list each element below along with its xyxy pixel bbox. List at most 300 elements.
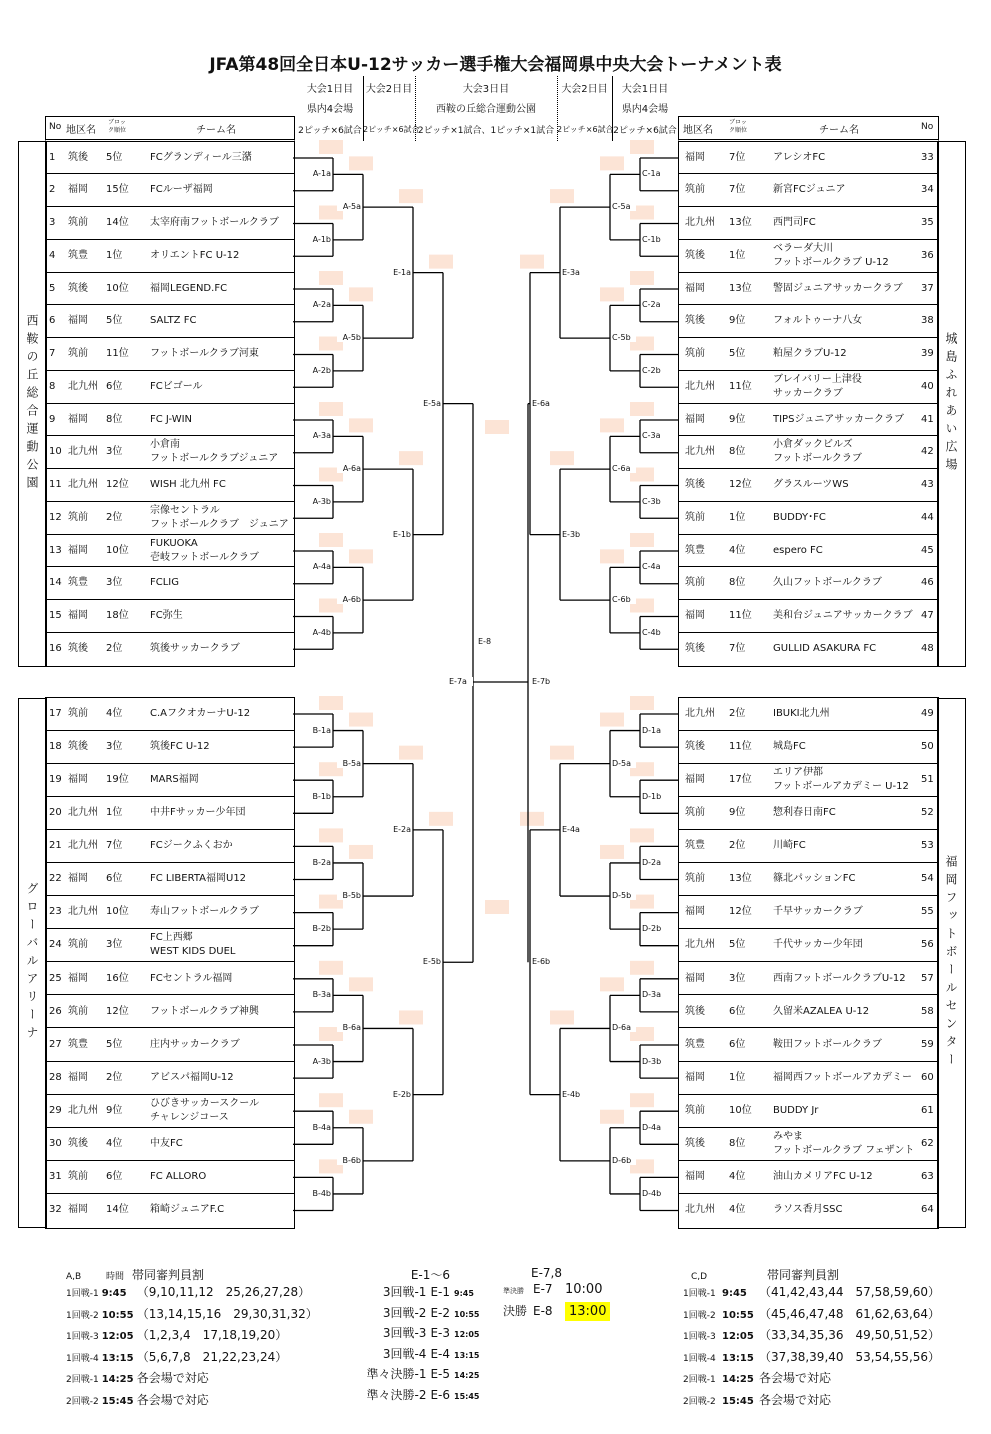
match-label: D-2b — [642, 924, 666, 933]
team-name: FCビゴール — [150, 380, 203, 392]
score-box — [349, 549, 373, 563]
team-region: 福岡 — [68, 184, 88, 196]
match-label: B-4a — [307, 1123, 331, 1132]
team-rank: 4位 — [729, 1171, 746, 1183]
match-label: C-3b — [642, 497, 666, 506]
match-label: B-1b — [307, 792, 331, 801]
team-name: GULLID ASAKURA FC — [773, 642, 877, 654]
round-label: 準々決勝-2 — [366, 1387, 427, 1402]
team-no: 47 — [921, 610, 934, 622]
time: 15:45 — [101, 1395, 134, 1407]
team-no: 51 — [921, 773, 934, 785]
team-name: FC弥生 — [150, 610, 183, 622]
team-no: 64 — [921, 1204, 934, 1216]
score-box — [349, 156, 373, 170]
team-no: 9 — [49, 413, 56, 425]
team-rank: 9位 — [729, 807, 746, 819]
referee-assignment: （5,6,7,8 21,22,23,24） — [136, 1349, 288, 1364]
team-name: 箱崎ジュニアF.C — [150, 1204, 225, 1216]
team-name: 久山フットボールクラブ — [773, 577, 882, 589]
team-no: 43 — [921, 479, 934, 491]
day1-format: 2ピッチ×6試合 — [298, 126, 362, 136]
team-no: 63 — [921, 1171, 934, 1183]
team-rank: 5位 — [106, 1038, 123, 1050]
team-rank: 7位 — [729, 151, 746, 163]
match-label: D-4a — [642, 1123, 666, 1132]
team-region: 北九州 — [68, 380, 98, 392]
match-id: E-6 — [430, 1387, 450, 1402]
team-name: 筑後FC U-12 — [150, 740, 210, 752]
match-label: B-1a — [307, 726, 331, 735]
col-region: 地区名 — [683, 125, 713, 136]
time: 13:15 — [454, 1350, 480, 1360]
schedule-row — [683, 1348, 940, 1370]
schedule-row — [340, 1386, 480, 1407]
team-name: FCLIG — [150, 577, 180, 589]
team-name: 油山カメリアFC U-12 — [773, 1171, 873, 1183]
team-no: 15 — [49, 610, 62, 622]
team-name: 宗像セントラル フットボールクラブ ジュニア — [150, 504, 289, 530]
team-region: 筑後 — [685, 1138, 705, 1150]
referee-assignment: （13,14,15,16 29,30,31,32） — [136, 1306, 318, 1321]
venue-label: 西鞍の丘総合運動公園 — [25, 314, 39, 494]
team-name: BUDDY･FC — [773, 511, 826, 523]
round-label: 1回戦-1 — [683, 1289, 716, 1299]
team-no: 57 — [921, 972, 934, 984]
team-no: 42 — [921, 446, 934, 458]
team-no: 45 — [921, 544, 934, 556]
venue-label: グローバルアリーナ — [25, 882, 39, 1044]
team-region: 筑前 — [68, 707, 88, 719]
time-head: 時間 — [106, 1272, 125, 1282]
team-name: 福岡LEGEND.FC — [150, 282, 228, 294]
team-no: 17 — [49, 707, 62, 719]
team-no: 13 — [49, 544, 62, 556]
time: 12:05 — [722, 1331, 754, 1342]
match-label: E-3a — [562, 268, 586, 277]
round-label: 1回戦-2 — [683, 1310, 716, 1321]
team-no: 61 — [921, 1104, 934, 1116]
team-name: 川崎FC — [773, 840, 806, 852]
score-box — [600, 287, 624, 301]
team-region: 福岡 — [68, 972, 88, 984]
team-region: 福岡 — [685, 151, 705, 163]
match-label: B-3a — [307, 990, 331, 999]
team-region: 筑前 — [685, 348, 705, 360]
team-rank: 17位 — [729, 773, 752, 785]
time: 9:45 — [101, 1288, 127, 1299]
match-label: C-4a — [642, 562, 666, 571]
team-name: BUDDY Jr — [773, 1104, 819, 1116]
round-label: 2回戦-2 — [66, 1396, 99, 1407]
team-region: 北九州 — [68, 807, 98, 819]
team-name: IBUKI北九州 — [773, 707, 830, 719]
team-rank: 5位 — [106, 315, 123, 327]
team-region: 福岡 — [68, 413, 88, 425]
team-rank: 10位 — [106, 544, 129, 556]
team-name: 太宰府南フットボールクラブ — [150, 217, 279, 229]
score-box — [319, 961, 343, 975]
team-region: 筑前 — [685, 184, 705, 196]
team-no: 36 — [921, 249, 934, 261]
team-region: 筑前 — [68, 217, 88, 229]
score-box — [600, 977, 624, 991]
score-box — [550, 1010, 574, 1024]
team-region: 北九州 — [68, 840, 98, 852]
match-label: A-4b — [307, 628, 331, 637]
score-box — [349, 287, 373, 301]
match-label: D-3a — [642, 990, 666, 999]
team-region: 福岡 — [68, 873, 88, 885]
match-label: B-6b — [337, 1156, 361, 1165]
team-region: 筑後 — [68, 642, 88, 654]
round-label: 3回戦-3 — [382, 1326, 427, 1340]
team-rank: 11位 — [106, 348, 129, 360]
referee-assignment: （45,46,47,48 61,62,63,64） — [759, 1306, 941, 1321]
match-id: E-4 — [430, 1346, 450, 1361]
match-label: B-5a — [337, 759, 361, 768]
team-rank: 5位 — [729, 939, 746, 951]
team-rank: 12位 — [729, 479, 752, 491]
match-id: E-2 — [430, 1305, 450, 1320]
col-team: チーム名 — [196, 125, 236, 136]
team-rank: 18位 — [106, 610, 129, 622]
match-label: C-1b — [642, 235, 666, 244]
team-name: アビスパ福岡U-12 — [150, 1071, 234, 1083]
match-label: A-3a — [307, 431, 331, 440]
score-box — [600, 1110, 624, 1124]
referee-assignment: （9,10,11,12 25,26,27,28） — [136, 1285, 311, 1299]
time: 10:55 — [101, 1309, 134, 1321]
time: 9:45 — [454, 1289, 474, 1298]
match-label: C-5a — [612, 202, 636, 211]
match-id: E-5 — [430, 1367, 450, 1381]
score-box — [319, 271, 343, 285]
team-rank: 6位 — [106, 1171, 123, 1183]
schedule-row — [503, 1302, 610, 1322]
team-name: 警固ジュニアサッカークラブ — [773, 282, 903, 294]
team-no: 5 — [49, 282, 56, 294]
team-name: 城島FC — [773, 740, 806, 752]
team-no: 23 — [49, 906, 62, 918]
team-name: FCルーザ福岡 — [150, 184, 213, 196]
match-label: D-2a — [642, 858, 666, 867]
match-label: A-2b — [307, 366, 331, 375]
team-name: FCセントラル福岡 — [150, 972, 233, 984]
score-box — [520, 255, 544, 269]
team-rank: 7位 — [729, 184, 746, 196]
team-no: 33 — [921, 151, 934, 163]
match-label: B-4b — [307, 1189, 331, 1198]
team-no: 21 — [49, 840, 62, 852]
match-label: B-2a — [307, 858, 331, 867]
team-name: グラスルーツWS — [773, 479, 849, 491]
team-region: 筑後 — [685, 740, 705, 752]
score-box — [520, 812, 544, 826]
round-label: 1回戦-1 — [66, 1289, 99, 1299]
team-rank: 12位 — [106, 1005, 129, 1017]
day1-venue: 県内4会場 — [306, 104, 354, 115]
match-label: D-1b — [642, 792, 666, 801]
schedule-row — [683, 1369, 940, 1391]
team-no: 27 — [49, 1038, 62, 1050]
score-box — [319, 696, 343, 710]
team-rank: 4位 — [106, 1138, 123, 1150]
score-box — [600, 549, 624, 563]
team-rank: 16位 — [106, 972, 129, 984]
team-region: 福岡 — [68, 1204, 88, 1216]
match-id: E-3 — [430, 1326, 450, 1340]
match-label: C-3a — [642, 431, 666, 440]
schedule-row — [683, 1283, 940, 1305]
score-box — [550, 451, 574, 465]
match-label: E-6a — [532, 399, 556, 408]
team-region: 筑豊 — [685, 544, 705, 556]
match-label: E-3b — [562, 530, 586, 539]
team-rank: 7位 — [106, 840, 123, 852]
team-rank: 1位 — [729, 511, 746, 523]
score-box — [349, 1110, 373, 1124]
team-region: 福岡 — [685, 1071, 705, 1083]
time: 13:15 — [722, 1352, 754, 1364]
team-region: 筑前 — [685, 873, 705, 885]
team-name: みやま フットボールクラブ フェザント — [773, 1131, 915, 1157]
score-box — [630, 696, 654, 710]
f-head: E-7,8 — [531, 1266, 562, 1280]
match-label: E-2a — [387, 825, 411, 834]
team-no: 55 — [921, 906, 934, 918]
day1-venue-right: 県内4会場 — [621, 104, 669, 115]
col-team: チーム名 — [819, 125, 859, 136]
match-label: C-6a — [612, 464, 636, 473]
team-name: FCジークふくおか — [150, 840, 233, 852]
team-rank: 12位 — [106, 479, 129, 491]
time: 15:45 — [454, 1391, 480, 1401]
team-region: 筑前 — [68, 511, 88, 523]
venue-label: 福岡フットボールセンター — [944, 855, 958, 1071]
schedule-row — [66, 1305, 318, 1327]
team-no: 24 — [49, 939, 62, 951]
team-no: 22 — [49, 873, 62, 885]
referee-assignment: 各会場で対応 — [136, 1371, 209, 1385]
team-rank: 3位 — [729, 972, 746, 984]
match-label: E-5b — [417, 957, 441, 966]
team-name: FC ALLORO — [150, 1171, 207, 1183]
match-label: A-1b — [307, 235, 331, 244]
cd-ref-head: 帯同審判員割 — [767, 1268, 840, 1282]
schedule-row — [503, 1280, 610, 1302]
day2-format-right: 2ピッチ×6試合 — [557, 125, 614, 134]
score-box — [485, 900, 509, 914]
team-no: 34 — [921, 184, 934, 196]
score-box — [399, 746, 423, 760]
team-rank: 10位 — [106, 282, 129, 294]
team-rank: 4位 — [106, 707, 123, 719]
score-box — [319, 533, 343, 547]
team-rank: 2位 — [106, 1071, 123, 1083]
team-rank: 3位 — [106, 939, 123, 951]
team-no: 49 — [921, 707, 934, 719]
team-rank: 4位 — [729, 544, 746, 556]
score-box — [349, 977, 373, 991]
team-no: 30 — [49, 1138, 62, 1150]
score-box — [600, 713, 624, 727]
match-label: A-3b — [307, 497, 331, 506]
team-name: espero FC — [773, 544, 823, 556]
match-label: D-6a — [612, 1023, 636, 1032]
team-region: 福岡 — [68, 315, 88, 327]
col-no: No — [921, 122, 934, 132]
team-no: 53 — [921, 840, 934, 852]
schedule-e — [340, 1266, 480, 1406]
score-box — [630, 828, 654, 842]
round-label: 3回戦-1 — [382, 1285, 427, 1299]
team-rank: 2位 — [729, 840, 746, 852]
col-region: 地区名 — [66, 125, 96, 136]
team-region: 北九州 — [68, 479, 98, 491]
schedule-row — [66, 1348, 318, 1370]
team-region: 福岡 — [685, 282, 705, 294]
team-rank: 3位 — [106, 577, 123, 589]
match-id: E-7 — [533, 1282, 553, 1296]
team-region: 筑豊 — [68, 1038, 88, 1050]
match-label: D-6b — [612, 1156, 636, 1165]
team-region: 北九州 — [68, 906, 98, 918]
round-label: 3回戦-2 — [382, 1305, 427, 1320]
team-rank: 3位 — [106, 740, 123, 752]
round-label: 1回戦-3 — [683, 1332, 716, 1342]
team-no: 56 — [921, 939, 934, 951]
team-name: 千早サッカークラブ — [773, 906, 863, 918]
team-region: 北九州 — [685, 380, 715, 392]
team-rank: 19位 — [106, 773, 129, 785]
team-region: 筑後 — [68, 151, 88, 163]
team-name: 粕屋クラブU-12 — [773, 348, 847, 360]
team-region: 筑後 — [685, 479, 705, 491]
team-no: 62 — [921, 1138, 934, 1150]
referee-assignment: （33,34,35,36 49,50,51,52） — [759, 1328, 941, 1342]
time: 15:45 — [722, 1395, 754, 1407]
team-name: WISH 北九州 FC — [150, 479, 226, 491]
team-name: 久留米AZALEA U-12 — [773, 1005, 870, 1017]
page-title: JFA第48回全日本U-12サッカー選手権大会福岡県中央大会トーナメント表 — [209, 55, 782, 75]
team-name: フットボールクラブ神興 — [150, 1005, 259, 1017]
referee-assignment: （1,2,3,4 17,18,19,20） — [136, 1328, 288, 1342]
team-rank: 8位 — [729, 577, 746, 589]
team-region: 北九州 — [68, 1104, 98, 1116]
team-name: 西門司FC — [773, 217, 816, 229]
time: 10:55 — [722, 1309, 754, 1321]
col-rank: ブロック順位 — [107, 119, 126, 134]
team-no: 26 — [49, 1005, 62, 1017]
schedule-row — [340, 1283, 480, 1304]
score-box — [550, 746, 574, 760]
team-region: 筑前 — [68, 1005, 88, 1017]
team-rank: 14位 — [106, 1204, 129, 1216]
team-region: 筑前 — [68, 939, 88, 951]
schedule-row — [683, 1326, 940, 1348]
schedule-row — [340, 1304, 480, 1325]
score-box — [349, 418, 373, 432]
team-rank: 13位 — [729, 873, 752, 885]
match-label: E-5a — [417, 399, 441, 408]
match-label: A-6a — [337, 464, 361, 473]
score-box — [550, 189, 574, 203]
score-box — [319, 140, 343, 154]
col-rank: ブロック順位 — [728, 119, 747, 134]
score-box — [399, 1010, 423, 1024]
team-rank: 8位 — [106, 413, 123, 425]
match-label: C-6b — [612, 595, 636, 604]
team-name: ひびきサッカースクール チャレンジコース — [150, 1097, 260, 1123]
schedule-ab — [66, 1266, 318, 1412]
match-label: B-6a — [337, 1023, 361, 1032]
team-no: 40 — [921, 380, 934, 392]
score-box — [485, 420, 509, 434]
match-label: A-6b — [337, 595, 361, 604]
team-no: 54 — [921, 873, 934, 885]
team-rank: 2位 — [106, 511, 123, 523]
day3-format: 2ピッチ×1試合、1ピッチ×1試合 — [417, 126, 555, 136]
team-rank: 6位 — [729, 1038, 746, 1050]
round-label: 2回戦-1 — [66, 1375, 99, 1385]
team-no: 20 — [49, 807, 62, 819]
time: 14:25 — [722, 1374, 754, 1385]
team-no: 4 — [49, 249, 56, 261]
team-region: 福岡 — [685, 906, 705, 918]
match-label: A-5b — [337, 333, 361, 342]
match-label: A-5a — [337, 202, 361, 211]
team-no: 6 — [49, 315, 56, 327]
team-name: ブレイバリー上津役 サッカークラブ — [773, 373, 862, 399]
team-region: 筑後 — [685, 315, 705, 327]
team-name: フォルトゥーナ八女 — [773, 315, 863, 327]
team-no: 28 — [49, 1071, 62, 1083]
ref-head: 帯同審判員割 — [132, 1268, 205, 1282]
score-box — [429, 812, 453, 826]
team-rank: 10位 — [106, 906, 129, 918]
match-id: E-1 — [430, 1285, 450, 1299]
match-label: D-4b — [642, 1189, 666, 1198]
schedule-cd — [683, 1266, 940, 1412]
team-name: ラソス香月SSC — [773, 1204, 843, 1216]
match-label: B-2b — [307, 924, 331, 933]
team-region: 筑前 — [68, 1171, 88, 1183]
team-no: 2 — [49, 184, 56, 196]
day3-label: 大会3日目 — [462, 84, 510, 95]
team-rank: 5位 — [106, 151, 123, 163]
score-box — [429, 255, 453, 269]
match-label: C-1a — [642, 169, 666, 178]
day1-label-right: 大会1日目 — [621, 84, 669, 95]
team-region: 筑前 — [685, 511, 705, 523]
team-no: 8 — [49, 380, 56, 392]
col-no: No — [49, 122, 62, 132]
team-rank: 13位 — [729, 282, 752, 294]
team-no: 52 — [921, 807, 934, 819]
team-region: 福岡 — [685, 773, 705, 785]
team-no: 31 — [49, 1171, 62, 1183]
team-name: 篠北パッションFC — [773, 873, 856, 885]
team-name: アレシオFC — [773, 151, 826, 163]
day1-format-right: 2ピッチ×6試合 — [613, 126, 677, 136]
team-rank: 13位 — [729, 217, 752, 229]
schedule-row — [66, 1391, 318, 1413]
schedule-row — [683, 1305, 940, 1327]
team-rank: 9位 — [729, 413, 746, 425]
team-no: 18 — [49, 740, 62, 752]
round-label: 準々決勝-1 — [366, 1367, 427, 1381]
